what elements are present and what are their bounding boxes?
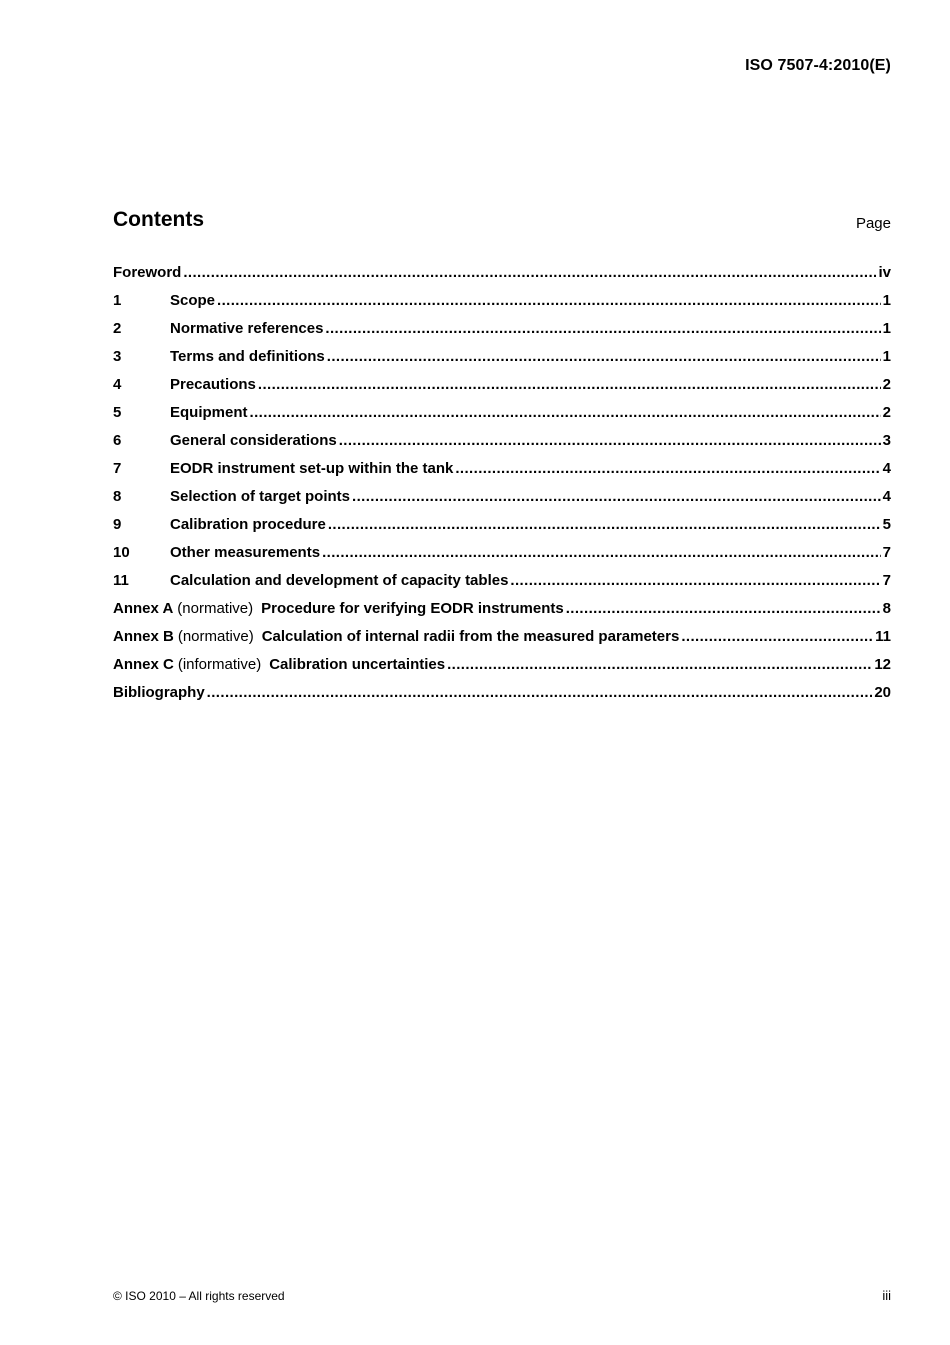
toc-entry-page: 7	[882, 544, 891, 561]
toc-entry-title: Bibliography	[113, 684, 205, 701]
page-number: iii	[882, 1288, 891, 1303]
toc-entry[interactable]	[113, 628, 891, 656]
toc-entry-number: 10	[113, 544, 130, 561]
toc-entry-page: iv	[878, 264, 891, 281]
toc-entry[interactable]	[113, 320, 891, 348]
toc-entry-page: 5	[882, 516, 891, 533]
toc-entry-title: Foreword	[113, 264, 182, 281]
toc-entry-page: 1	[882, 320, 891, 337]
toc-entry-title: Precautions	[170, 376, 256, 393]
toc-entry-number: 9	[113, 516, 122, 533]
toc-entry-title: Calculation of internal radii from the measured parameters	[261, 628, 680, 645]
toc-dot-leader	[327, 348, 881, 365]
toc-dot-leader	[352, 488, 881, 505]
toc-entry[interactable]	[113, 348, 891, 376]
toc-dot-leader	[325, 320, 880, 337]
toc-entry-title: Selection of target points	[170, 488, 351, 505]
toc-entry-page: 11	[875, 628, 891, 645]
toc-entry-title: Normative references	[170, 320, 324, 337]
toc-entry-title: Terms and definitions	[170, 348, 325, 365]
toc-entry-page: 1	[882, 348, 891, 365]
toc-entry[interactable]	[113, 432, 891, 460]
toc-entry-page: 4	[882, 460, 891, 477]
toc-entry-title: Calibration procedure	[170, 516, 326, 533]
toc-entry-title: Scope	[170, 292, 216, 309]
toc-dot-leader	[183, 264, 876, 281]
toc-dot-leader	[322, 544, 881, 561]
toc-entry[interactable]	[113, 488, 891, 516]
toc-entry[interactable]	[113, 516, 891, 544]
toc-entry-page: 12	[874, 656, 891, 673]
toc-dot-leader	[217, 292, 881, 309]
toc-annex-label	[113, 628, 262, 645]
copyright-notice: © ISO 2010 – All rights reserved	[113, 1289, 285, 1303]
toc-annex-qualifier: (normative)	[177, 600, 254, 617]
toc-entry-title: Calculation and development of capacity tables	[170, 572, 509, 589]
toc-entry-number: 1	[113, 292, 122, 309]
toc-entry-page: 20	[874, 684, 891, 701]
toc-entry[interactable]	[113, 656, 891, 684]
toc-entry[interactable]	[113, 544, 891, 572]
toc-entry[interactable]	[113, 572, 891, 600]
document-id: ISO 7507-4:2010(E)	[745, 57, 891, 74]
toc-entry[interactable]	[113, 376, 891, 404]
toc-dot-leader	[339, 432, 881, 449]
toc-annex-label	[113, 600, 261, 617]
toc-entry-number: 3	[113, 348, 122, 365]
toc-entry-number: 4	[113, 376, 122, 393]
toc-entry[interactable]	[113, 404, 891, 432]
toc-annex-id: Annex C	[113, 656, 174, 673]
toc-entry-number: 5	[113, 404, 122, 421]
toc-entry-number: 11	[113, 572, 129, 589]
toc-entry-page: 8	[882, 600, 891, 617]
table-of-contents	[113, 264, 891, 712]
toc-entry[interactable]	[113, 264, 891, 292]
toc-entry-page: 2	[882, 376, 891, 393]
toc-annex-qualifier: (informative)	[177, 656, 262, 673]
toc-annex-id: Annex B	[113, 628, 174, 645]
toc-entry-page: 2	[882, 404, 891, 421]
toc-dot-leader	[510, 572, 880, 589]
toc-annex-id: Annex A	[113, 600, 174, 617]
toc-entry-title: General considerations	[170, 432, 337, 449]
toc-entry-title: Other measurements	[170, 544, 321, 561]
toc-dot-leader	[258, 376, 881, 393]
toc-dot-leader	[681, 628, 873, 645]
toc-dot-leader	[328, 516, 881, 533]
toc-entry-title: Procedure for verifying EODR instruments	[261, 600, 564, 617]
toc-entry-title: Calibration uncertainties	[269, 656, 446, 673]
toc-entry-number: 7	[113, 460, 122, 477]
toc-entry-page: 1	[882, 292, 891, 309]
toc-dot-leader	[455, 460, 880, 477]
toc-dot-leader	[566, 600, 881, 617]
toc-entry-title: EODR instrument set-up within the tank	[170, 460, 454, 477]
page-column-label: Page	[855, 215, 891, 232]
toc-entry-page: 4	[882, 488, 891, 505]
toc-entry-number: 2	[113, 320, 122, 337]
toc-annex-label	[113, 656, 269, 673]
toc-annex-qualifier: (normative)	[177, 628, 254, 645]
toc-entry-page: 3	[882, 432, 891, 449]
contents-header	[113, 208, 891, 238]
toc-entry-page: 7	[882, 572, 891, 589]
toc-dot-leader	[250, 404, 881, 421]
toc-entry[interactable]	[113, 292, 891, 320]
toc-dot-leader	[207, 684, 873, 701]
contents-title: Contents	[113, 208, 204, 231]
toc-entry[interactable]	[113, 600, 891, 628]
toc-entry-number: 6	[113, 432, 122, 449]
toc-dot-leader	[447, 656, 872, 673]
toc-entry-number: 8	[113, 488, 122, 505]
toc-entry-title: Equipment	[170, 404, 248, 421]
toc-entry[interactable]	[113, 684, 891, 712]
toc-entry[interactable]	[113, 460, 891, 488]
